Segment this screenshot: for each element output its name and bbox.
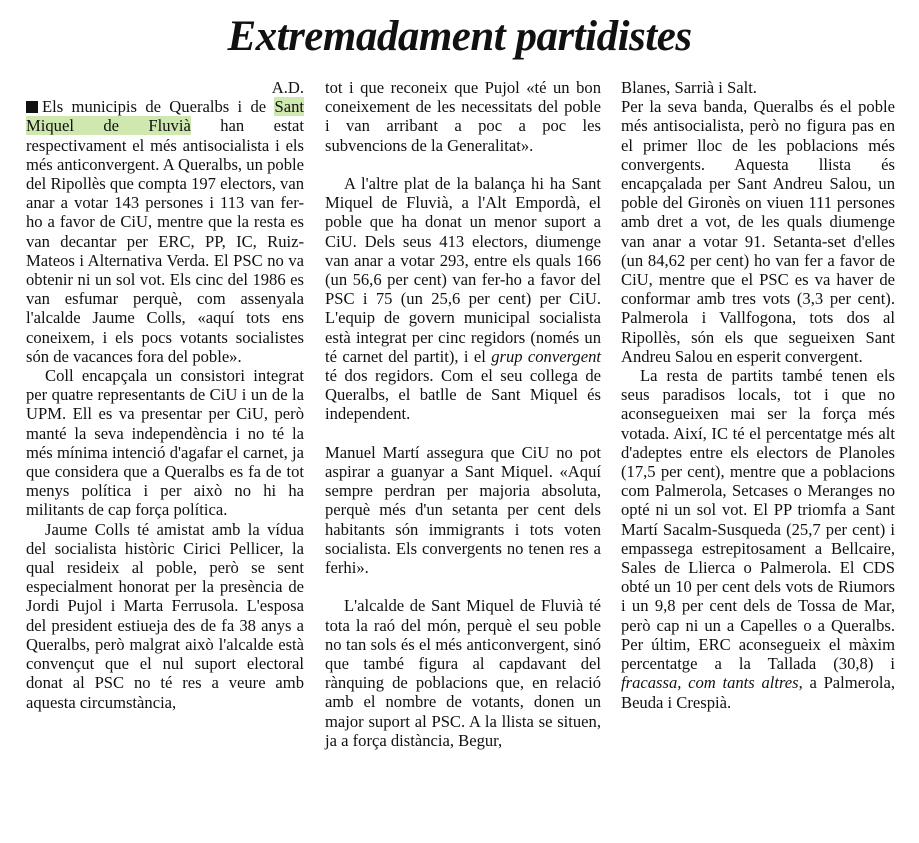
square-bullet-icon [26, 101, 38, 113]
paragraph-10-rest: , a Palmerola, Beuda i Crespià. [621, 673, 896, 712]
paragraph-1-rest: han estat respectivament el més antisocialista i els més anticonvergent. A Queralbs, un poble del Ripollès que compta 197 electors, van anar a votar 143 persones i 113 van fer-ho a favor de CiU, mentre que la resta es van decantar per ERC, PP, IC, Ruiz-Mateos i Alternativa Verda. El PSC no va obtenir ni un sol vot. Els cinc del 1986 es van esfumar perquè, com assenyala l'alcalde Jaume Colls, «aquí tots ens coneixem, i els pocs votants socialistes són de vacances fora del poble». [26, 116, 304, 366]
paragraph-1 [26, 97, 304, 366]
paragraph-7: L'alcalde de Sant Miquel de Fluvià té tota la raó del món, perquè el seu poble no tan sols és el més anticonvergent, sinó que també figura al capdavant del rànquing de poblacions que, en relació amb el nombre de votants, donen un major suport al PSC. A la llista se situen, ja a força distància, Begur, [325, 596, 601, 750]
paragraph-5 [325, 174, 601, 424]
paragraph-2: Coll encapçala un consistori integrat per quatre representants de CiU i un de la UPM. Ell es va presentar per CiU, però manté la seva independència i no té la més mínima intenció d'agafar el carnet, ja que considera que a Queralbs es fa de tot menys política i per això no hi ha militants de cap força política. [26, 366, 304, 520]
italic-text: grup convergent [491, 346, 601, 366]
paragraph-9: Per la seva banda, Queralbs és el poble més antisocialista, però no figura pas en el primer lloc de les poblacions més convergents. Aquesta llista és encapçalada per Sant Andreu Salou, un poble del Gironès on viuen 111 persones amb dret a vot, de les quals diumenge van anar a votar 91. Setanta-set d'elles (un 84,62 per cent) ho van fer a favor de CiU, mentre que el PSC es va haver de conformar amb tres vots (3,3 per cent). Palmerola i Vallfogona, tots dos al Ripollès, són els que segueixen Sant Andreu Salou en esperit convergent. [621, 97, 895, 366]
paragraph-1-start: Els municipis de Queralbs i de [42, 97, 275, 117]
paragraph-3: Jaume Colls té amistat amb la vídua del socialista històric Cirici Pellicer, la qual resideix al poble, però se sent especialment honorat per la presència de Jordi Pujol i Marta Ferrusola. L'esposa del president estiueja des de fa 38 anys a Queralbs, però malgrat això l'alcalde està convençut que el nul suport electoral donat al PSC no té res a veure amb aquesta circumstància, [26, 519, 304, 712]
italic-text: fracassa, com tants altres [621, 673, 799, 693]
highlighted-text: Sant Miquel de Fluvià [26, 97, 304, 136]
paragraph-5-rest: té dos regidors. Com el seu collega de Queralbs, el batlle de Sant Miquel és independent. [325, 366, 601, 424]
paragraph-10-start: La resta de partits també tenen els seus paradisos locals, tot i que no aconsegueixen mai ser la força més votada. Així, IC té el percentatge més alt d'adeptes entre els electors de Planoles (17,5 per cent), mentre que a poblacions com Palmerola, Setcases o Meranges no opté ni un sol vot. El PP triomfa a Sant Martí Sacalm-Susqueda (25,7 per cent) i empassega estrepitosament a Bellcaire, Sales de Llierca o Palmerola. El CDS obté un 10 per cent dels vots de Riumors i un 9,8 per cent dels de Tossa de Mar, però cap ni un a Capelles o a Queralbs. Per últim, ERC aconsegueix el màxim percentatge a la Tallada (30,8) i [621, 366, 895, 674]
paragraph-10 [621, 366, 895, 712]
byline: A.D. [271, 78, 304, 97]
paragraph-6: Manuel Martí assegura que CiU no pot aspirar a guanyar a Sant Miquel. «Aquí sempre perdran per majoria absoluta, perquè més d'un setanta per cent dels habitants són immigrants i tots voten socialista. Els convergents no tenen res a ferhi». [325, 442, 601, 578]
column-2 [325, 78, 601, 750]
paragraph-4: tot i que reconeix que Pujol «té un bon coneixement de les necessitats del poble i van arribant a poc a poc les subvencions de la Generalitat». [325, 78, 601, 155]
headline: Extremadament partidistes [227, 13, 692, 60]
column-1 [26, 78, 304, 712]
paragraph-8: Blanes, Sarrià i Salt. [621, 78, 757, 97]
paragraph-5-start: A l'altre plat de la balança hi ha Sant Miquel de Fluvià, a l'Alt Empordà, el poble que ha donat un menor suport a CiU. Dels seus 413 electors, diumenge van anar a votar 293, entre els quals 166 (un 56,6 per cent) van fer-ho a favor del PSC i 75 (un 25,6 per cent) per CiU. L'equip de govern municipal socialista està integrat per cinc regidors (només un té carnet del partit), i el [325, 174, 601, 366]
column-3 [621, 78, 895, 712]
